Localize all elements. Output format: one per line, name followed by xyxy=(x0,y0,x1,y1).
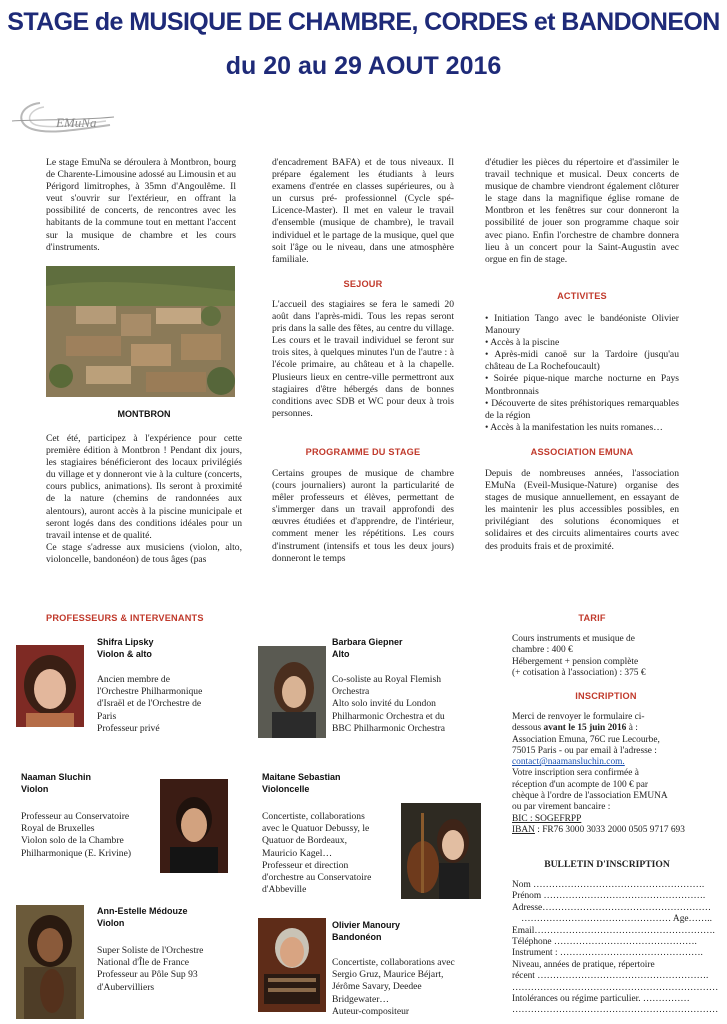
professeurs-heading: PROFESSEURS & INTERVENANTS xyxy=(46,613,204,623)
intro-column xyxy=(46,157,236,254)
prof-olivier-manoury xyxy=(332,919,492,1018)
field-nom[interactable]: Nom ………………………………………………. xyxy=(512,880,705,890)
association-section xyxy=(485,468,679,553)
col3-intro xyxy=(485,157,679,266)
prof-naaman-sluchin xyxy=(21,771,171,860)
bulletin-form xyxy=(512,880,719,1017)
prof-description xyxy=(262,811,412,896)
photo-caption: MONTBRON xyxy=(117,409,171,419)
col1-body xyxy=(46,433,242,566)
field-intolerances[interactable]: Intolérances ou régime particulier. …………… xyxy=(512,994,690,1005)
desc-line: Royal de Bruxelles xyxy=(21,823,95,835)
prof-instrument: Violon xyxy=(21,784,49,794)
inscription-line: Votre inscription sera confirmée à xyxy=(512,768,639,779)
activite-item: • Découverte de sites préhistoriques remarquables de la région xyxy=(485,397,679,421)
field-telephone[interactable]: Téléphone ………………………………………. xyxy=(512,937,697,948)
bic-code: BIC : SOGEFRPP xyxy=(512,813,582,824)
audience-paragraph: Ce stage s'adresse aux musiciens (violon, alto, violoncelle, bandonéon) de tous âges (pas xyxy=(46,541,242,565)
inscription-line: Merci de renvoyer le formulaire ci- xyxy=(512,712,645,722)
activite-item: • Accès à la manifestation les nuits romanes… xyxy=(485,421,663,433)
desc-line: Professeur et direction xyxy=(262,859,349,871)
activite-item: • Accès à la piscine xyxy=(485,337,560,349)
portrait-image xyxy=(16,645,84,727)
bulletin-heading: BULLETIN D'INSCRIPTION xyxy=(544,859,670,870)
field-niveau-label: Niveau, années de pratique, répertoire xyxy=(512,959,655,970)
prof-description xyxy=(332,674,482,735)
association-heading: ASSOCIATION EMUNA xyxy=(530,447,634,457)
programme-section xyxy=(272,468,454,565)
desc-line: Philharmonique (E. Krivine) xyxy=(21,847,132,859)
desc-line: Mauricio Kagel… xyxy=(262,847,333,859)
prof-name: Ann-Estelle Médouze xyxy=(97,906,188,916)
sejour-paragraph: L'accueil des stagiaires se fera le samedi 20 août dans l'après-midi. Tous les repas seront pris dans la salle des fêtes, au centre du village. Les cours et le travail individuel se feront sur trois sites, à quelques minutes l'un de l'autre : à l'école primaire, au château et à la chapelle. Plusieurs lieux en centre-ville permettront aux stagiaires d'être hébergés dans de bonnes conditions avec SDB et WC pour deux à trois personnes. xyxy=(272,299,454,419)
field-email[interactable]: Email…………………………………………………. xyxy=(512,925,715,936)
inscription-deadline-line xyxy=(512,723,710,734)
inscription-text: à : xyxy=(626,723,638,734)
prof-instrument: Bandonéon xyxy=(332,932,382,942)
portrait-shifra-lipsky xyxy=(16,645,84,727)
desc-line: l'Orchestre Philharmonique xyxy=(97,686,203,698)
intro-paragraph: Le stage EmuNa se déroulera à Montbron, bourg de Charente-Limousine adossé au Limousin et au Périgord limitrophes, à 35mn d'Angoulême. Il veut s'ouvrir sur l'extérieur, en offrant la possibilité de concerts, de rencontres avec les habitants de la commune tout en mettant l'accent sur la musique de chambre et les cours d'instruments. xyxy=(46,157,236,253)
prof-name: Shifra Lipsky xyxy=(97,637,154,647)
prof-description xyxy=(332,957,492,1018)
iban-value: : FR76 3000 3033 2000 0505 9717 693 xyxy=(534,824,685,835)
activites-section xyxy=(485,313,679,434)
prof-ann-estelle-medouze xyxy=(97,905,257,994)
inscription-line: chèque à l'ordre de l'association EMUNA xyxy=(512,791,668,802)
prof-description xyxy=(21,811,171,860)
tarif-line: (+ cotisation à l'association) : 375 € xyxy=(512,667,646,678)
desc-line: Ancien membre de xyxy=(97,674,170,685)
activites-list xyxy=(485,313,679,434)
emuna-logo-graphic xyxy=(10,95,120,140)
desc-line: BBC Philharmonic Orchestra xyxy=(332,722,445,734)
col2-intro xyxy=(272,157,454,266)
portrait-image xyxy=(401,803,481,899)
inscription-line: Association Emuna, 76C rue Lecourbe, xyxy=(512,734,660,745)
inscription-line: 75015 Paris - ou par email à l'adresse : xyxy=(512,745,657,756)
desc-line: avec le Quatuor Debussy, le xyxy=(262,823,370,835)
programme-paragraph: Certains groupes de musique de chambre (cours journaliers) auront la particularité de mêler professeurs et élèves, permettant de s'immerger dans un travail approfondi des œuvres étudiées et d'apprendre, de l'intérieur, comment mener les répétitions. Les cours d'instrument (intensifs et tous les deux jours) donneront le temps xyxy=(272,468,454,564)
portrait-olivier-manoury xyxy=(258,918,326,1012)
desc-line: Bridgewater… xyxy=(332,993,390,1005)
desc-line: Professeur au Conservatoire xyxy=(21,811,130,822)
inscription-heading: INSCRIPTION xyxy=(575,691,637,701)
desc-line: Jérôme Savary, Deedee xyxy=(332,981,422,993)
desc-line: Professeur privé xyxy=(97,722,160,734)
field-instrument[interactable]: Instrument : ………………………………………. xyxy=(512,948,703,959)
desc-line: Sergio Gruz, Maurice Béjart, xyxy=(332,969,444,981)
inscription-text: dessous xyxy=(512,723,544,734)
montbron-photo xyxy=(46,266,235,397)
desc-line: Violon solo de la Chambre xyxy=(21,835,124,847)
field-prenom[interactable]: Prénom ……………………………………………. xyxy=(512,891,706,902)
prof-name: Maitane Sebastian xyxy=(262,772,341,782)
tarif-heading: TARIF xyxy=(578,613,606,623)
desc-line: Concertiste, collaborations xyxy=(262,811,365,822)
activite-item: • Après-midi canoë sur la Tardoire (jusqu'au château de La Rochefoucault) xyxy=(485,349,679,373)
village-aerial-image xyxy=(46,266,235,397)
desc-line: Super Soliste de l'Orchestre xyxy=(97,945,204,956)
inscription-line: ou par virement bancaire : xyxy=(512,802,611,813)
programme-heading: PROGRAMME DU STAGE xyxy=(305,447,421,457)
prof-name: Barbara Giepner xyxy=(332,637,403,647)
prof-instrument: Violon & alto xyxy=(97,649,152,659)
iban-line xyxy=(512,825,710,836)
field-age[interactable]: ………………………………………… Age…….. xyxy=(521,914,712,925)
prof-instrument: Violoncelle xyxy=(262,784,310,794)
desc-line: Auteur-compositeur xyxy=(332,1005,410,1017)
desc-line: d'orchestre au Conservatoire xyxy=(262,872,372,884)
inscription-deadline: avant le 15 juin 2016 xyxy=(543,723,627,734)
portrait-barbara-giepner xyxy=(258,646,326,738)
desc-line: d'Israël et de l'Orchestre de xyxy=(97,698,202,710)
prof-name: Naaman Sluchin xyxy=(21,772,92,782)
levels-paragraph: d'encadrement BAFA) et de tous niveaux. Il prépare également les étudiants à leurs examens d'entrée en classes supérieures, ou à un cursus pré- professionnel (Cycle spé-Licence-Master). Il met en valeur le travail d'ensemble (musique de chambre), le travail individuel et le partage de la musique, quel que soit l'âge ou le niveau, dans une atmosphère familiale. xyxy=(272,157,454,265)
desc-line: Professeur au Pôle Sup 93 xyxy=(97,969,198,981)
portrait-image xyxy=(258,646,326,738)
sejour-heading: SEJOUR xyxy=(343,279,383,289)
prof-shifra-lipsky xyxy=(97,636,247,735)
desc-line: d'Aubervilliers xyxy=(97,981,155,993)
desc-line: Concertiste, collaborations avec xyxy=(332,957,455,968)
desc-line: National d'Île de France xyxy=(97,957,190,969)
activite-item: • Soirée pique-nique marche nocturne en Pays Montbronnais xyxy=(485,373,679,397)
activites-heading: ACTIVITES xyxy=(557,291,607,301)
portrait-image xyxy=(16,905,84,1019)
activite-item: • Initiation Tango avec le bandéoniste Olivier Manoury xyxy=(485,313,679,337)
desc-line: d'Abbeville xyxy=(262,884,307,896)
emuna-logo xyxy=(10,95,120,140)
prof-maitane-sebastian xyxy=(262,771,412,896)
tarif-section xyxy=(512,634,687,679)
prof-description xyxy=(97,674,247,735)
prof-description xyxy=(97,945,257,994)
prof-instrument: Alto xyxy=(332,649,350,659)
page-title: STAGE de MUSIQUE DE CHAMBRE, CORDES et BANDONEON xyxy=(7,8,720,36)
field-extra-line[interactable]: ………………………………………………………… xyxy=(512,1005,719,1016)
tarif-line: chambre : 400 € xyxy=(512,645,573,656)
field-repertoire[interactable]: récent ………………………………………………. xyxy=(512,971,709,982)
inscription-line: réception d'un acompte de 100 € par xyxy=(512,779,649,790)
portrait-ann-estelle-medouze xyxy=(16,905,84,1019)
field-adresse[interactable]: Adresse……………………………………………… xyxy=(512,902,711,913)
prof-instrument: Violon xyxy=(97,918,125,928)
prof-barbara-giepner xyxy=(332,636,482,735)
sejour-section xyxy=(272,299,454,420)
concerts-paragraph: d'étudier les pièces du répertoire et d'assimiler le travail technique et musical. Deux concerts de musique de chambre viendront également clôturer le stage dans la magnifique église romane de Montbron et les fenêtres sur cour donneront la possibilité de jouer son programme chaque soir avec piano. Enfin l'orchestre de chambre donnera lieu à un concert pour la Saint-Augustin avec orgue en fin de stage. xyxy=(485,157,679,265)
desc-line: Paris xyxy=(97,710,117,722)
prof-name: Olivier Manoury xyxy=(332,920,401,930)
portrait-maitane-sebastian xyxy=(401,803,481,899)
desc-line: Alto solo invité du London xyxy=(332,698,436,710)
desc-line: Quatuor de Bordeaux, xyxy=(262,835,347,847)
tarif-line: Hébergement + pension complète xyxy=(512,656,639,667)
desc-line: Philharmonic Orchestra et du xyxy=(332,710,445,722)
contact-email-link[interactable]: contact@naamansluchin.com. xyxy=(512,757,625,768)
desc-line: Co-soliste au Royal Flemish xyxy=(332,674,441,685)
experience-paragraph: Cet été, participez à l'expérience pour cette première édition à Montbron ! Pendant dix jours, les stagiaires bénéficieront des locaux privilégiés du village et y donneront vie à la culture (concerts, cours publics, animations). Ils seront à proximité de la nature (chemins de randonnées aux alentours), auront accès à la piscine municipale et seront logés dans des conditions idéales pour un travail intense et de qualité. xyxy=(46,433,242,541)
page-subtitle-dates: du 20 au 29 AOUT 2016 xyxy=(225,52,502,80)
inscription-section xyxy=(512,712,710,836)
svg-text:EMuNa: EMuNa xyxy=(56,115,97,130)
iban-label: IBAN xyxy=(512,824,535,835)
tarif-line: Cours instruments et musique de xyxy=(512,634,635,644)
portrait-naaman-sluchin xyxy=(160,779,228,873)
field-extra-line[interactable]: ………………………………………………………… xyxy=(512,982,719,993)
portrait-image xyxy=(258,918,326,1012)
association-paragraph: Depuis de nombreuses années, l'association EMuNa (Eveil-Musique-Nature) organise des stages de musique annuellement, en essayant de les maintenir les plus accessibles possibles, en privilégiant des solutions économiques et solidaires et des circuits alimentaires courts avec des produits frais et de proximité. xyxy=(485,468,679,552)
desc-line: Orchestra xyxy=(332,686,370,698)
portrait-image xyxy=(160,779,228,873)
